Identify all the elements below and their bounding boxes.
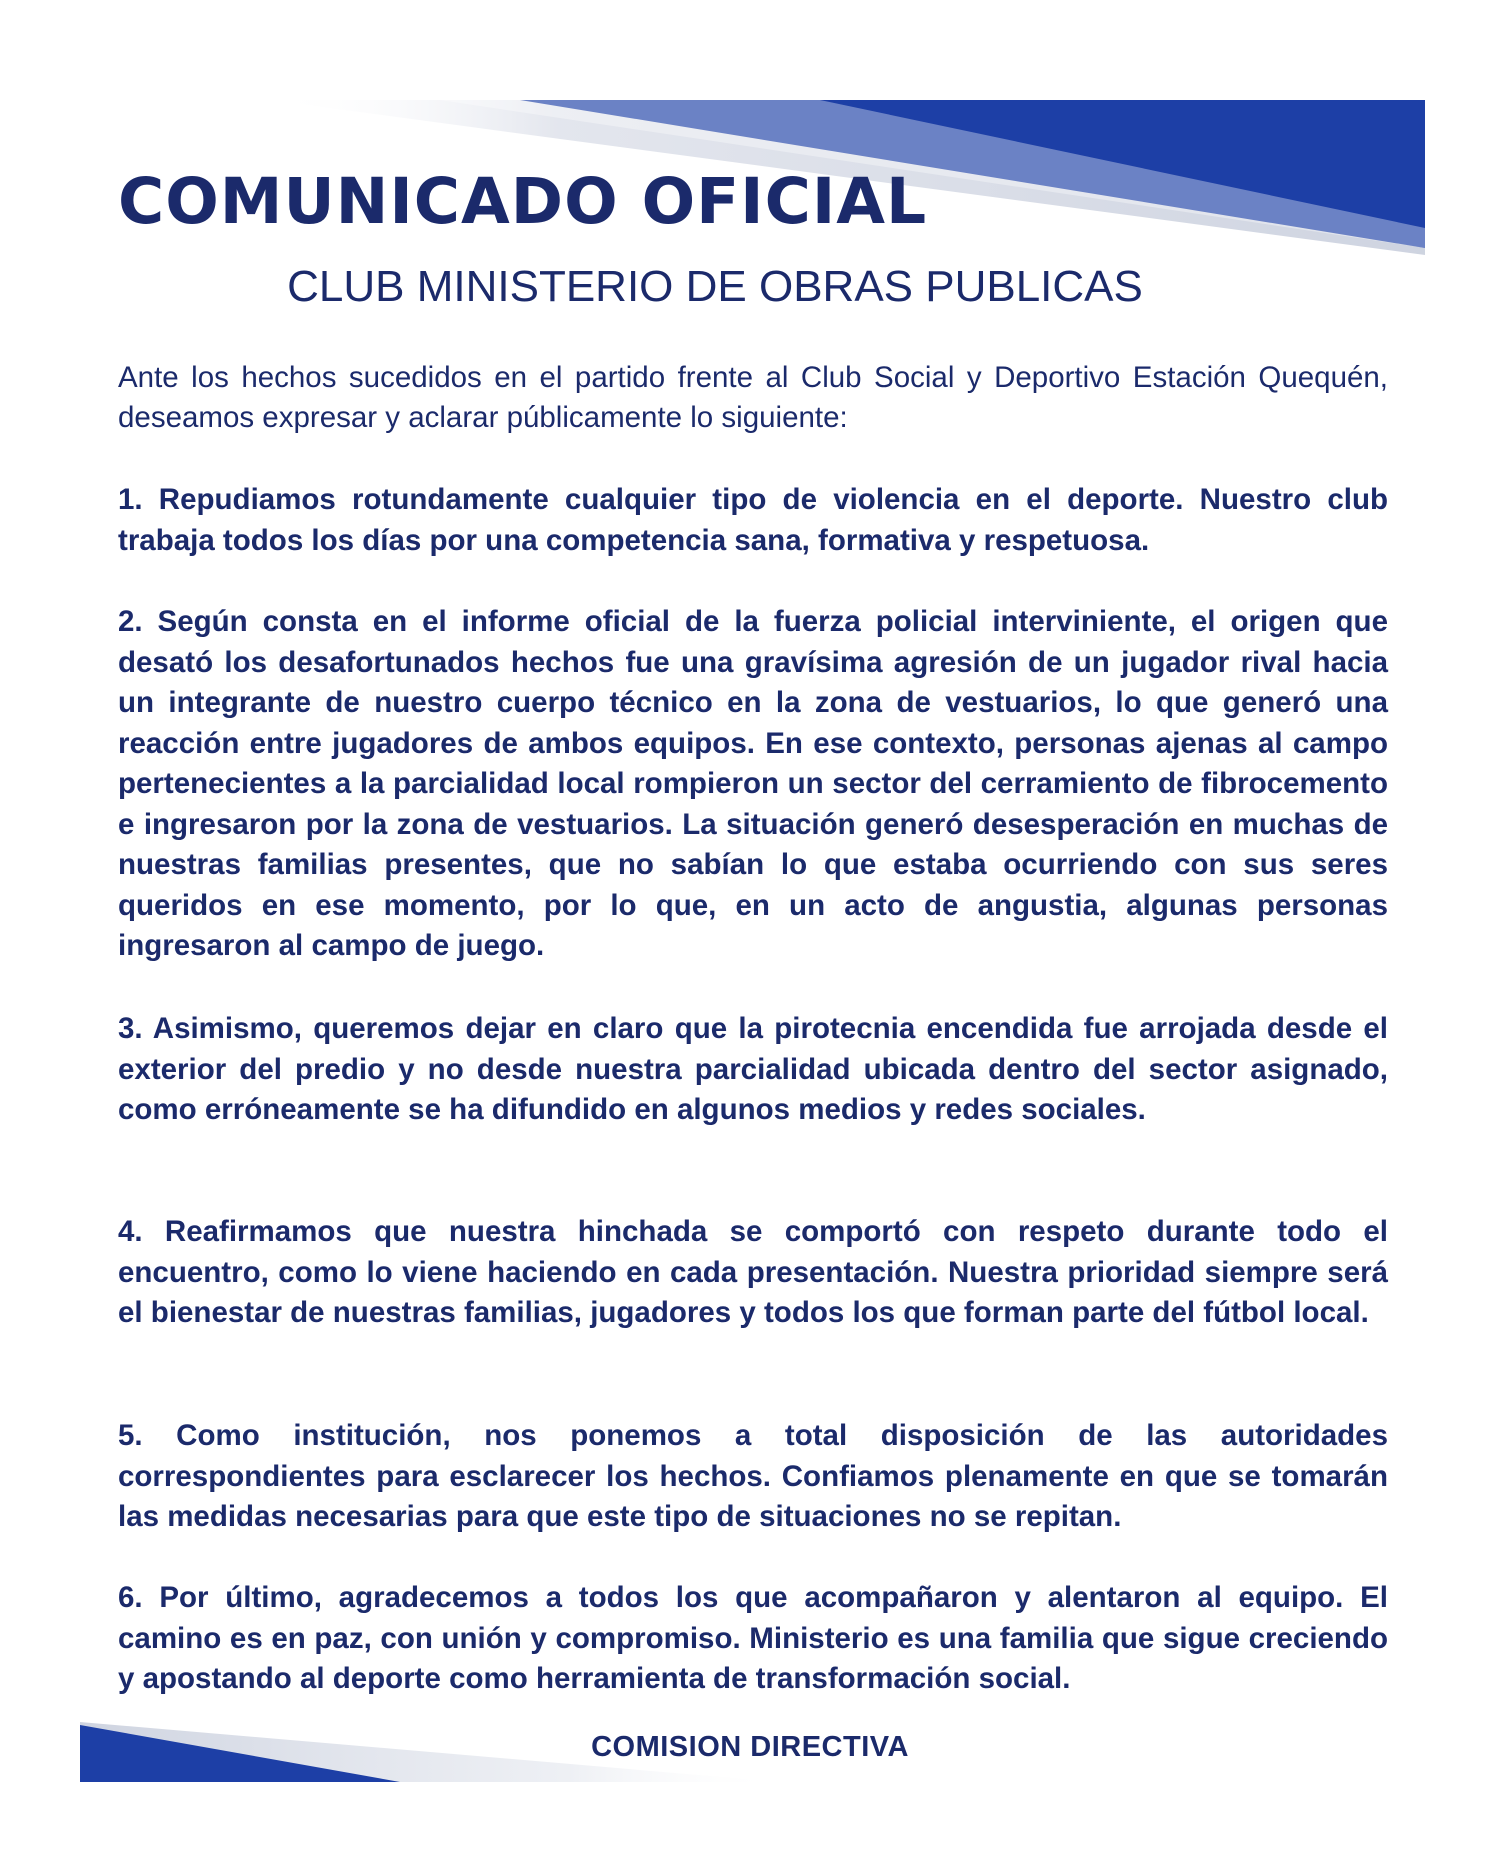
intro-paragraph: Ante los hechos sucedidos en el partido frente al Club Social y Deportivo Estación Quequén, deseamos expresar y aclarar públicamente lo siguiente: bbox=[118, 361, 1388, 434]
statement-item-1: 1. Repudiamos rotundamente cualquier tipo de violencia en el deporte. Nuestro club trabaja todos los días por una competencia sana, formativa y respetuosa. bbox=[118, 483, 1388, 557]
statement-item-6: 6. Por último, agradecemos a todos los que acompañaron y alentaron al equipo. El camino es en paz, con unión y compromiso. Ministerio es una familia que sigue creciendo y apostando al deporte como herramienta de transformación social. bbox=[118, 1581, 1388, 1695]
statement-item-4: 4. Reafirmamos que nuestra hinchada se comportó con respeto durante todo el encuentro, como lo viene haciendo en cada presentación. Nuestra prioridad siempre será el bienestar de nuestras familias, jugadores y todos los que forman parte del fútbol local. bbox=[118, 1215, 1388, 1329]
page-title: COMUNICADO OFICIAL bbox=[118, 165, 928, 238]
statement-item-3: 3. Asimismo, queremos dejar en claro que la pirotecnia encendida fue arrojada desde el exterior del predio y no desde nuestra parcialidad ubicada dentro del sector asignado, como erróneamente se ha difundido en algunos medios y redes sociales. bbox=[118, 1012, 1388, 1126]
statement-item-5: 5. Como institución, nos ponemos a total disposición de las autoridades correspondientes para esclarecer los hechos. Confiamos plenamente en que se tomarán las medidas necesarias para que este tipo de situaciones no se repitan. bbox=[118, 1419, 1388, 1533]
signature: COMISION DIRECTIVA bbox=[591, 1731, 909, 1763]
club-name: CLUB MINISTERIO DE OBRAS PUBLICAS bbox=[287, 262, 1143, 311]
statement-item-2: 2. Según consta en el informe oficial de la fuerza policial interviniente, el origen que desató los desafortunados hechos fue una gravísima agresión de un jugador rival hacia un integrante de nuestro cuerpo técnico en la zona de vestuarios, lo que generó una reacción entre jugadores de ambos equipos. En ese contexto, personas ajenas al campo pertenecientes a la parcialidad local rompieron un sector del cerramiento de fibrocemento e ingresaron por la zona de vestuarios. La situación generó desesperación en muchas de nuestras familias presentes, que no sabían lo que estaba ocurriendo con sus seres queridos en ese momento, por lo que, en un acto de angustia, algunas personas ingresaron al campo de juego. bbox=[118, 605, 1388, 962]
